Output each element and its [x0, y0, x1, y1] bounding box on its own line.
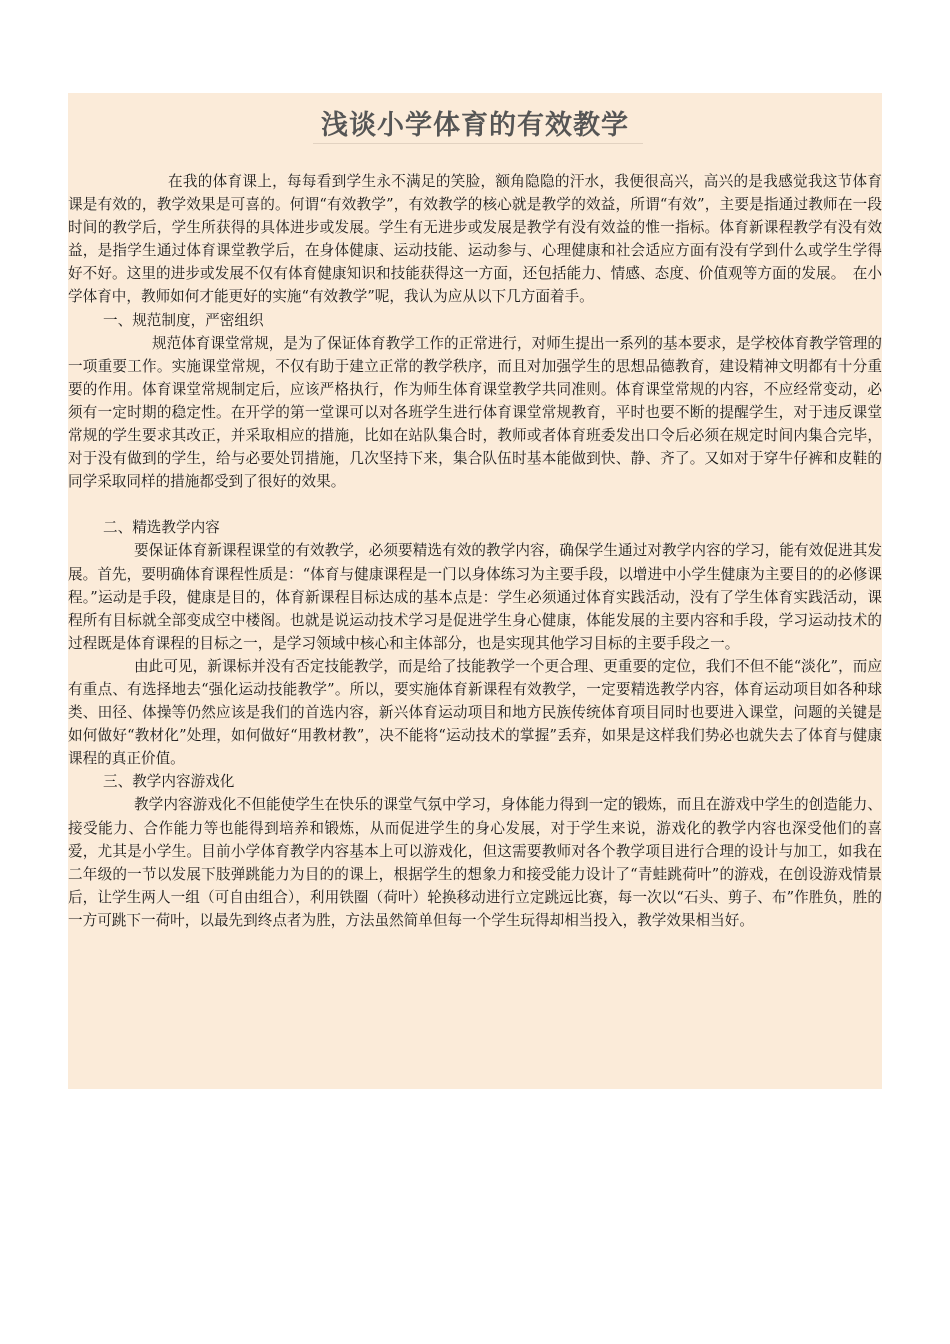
title-underline — [313, 143, 643, 144]
section-1-paragraph-1: 规范体育课堂常规，是为了保证体育教学工作的正常进行，对师生提出一系列的基本要求，是学校体育教学管理的一项重要工作。实施课堂常规，不仅有助于建立正常的教学秩序，而且对加强学生的思想品德教育，建设精神文明都有十分重要的作用。体育课堂常规制定后，应该严格执行，作为师生体育课堂教学共同准则。体育课堂常规的内容，不应经常变动，必须有一定时期的稳定性。在开学的第一堂课可以对各班学生进行体育课堂常规教育，平时也要不断的提醒学生，对于违反课堂常规的学生要求其改正，并采取相应的措施，比如在站队集合时，教师或者体育班委发出口令后必须在规定时间内集合完毕，对于没有做到的学生，给与必要处罚措施，几次坚持下来，集合队伍时基本能做到快、静、齐了。又如对于穿牛仔裤和皮鞋的同学采取同样的措施都受到了很好的效果。 — [68, 334, 882, 491]
section-3-paragraph-1: 教学内容游戏化不但能使学生在快乐的课堂气氛中学习，身体能力得到一定的锻炼，而且在游戏中学生的创造能力、接受能力、合作能力等也能得到培养和锻炼，从而促进学生的身心发展，对于学生来说，游戏化的教学内容也深受他们的喜爱，尤其是小学生。目前小学体育教学内容基本上可以游戏化，但这需要教师对各个教学项目进行合理的设计与加工，如我在二年级的一节以发展下肢弹跳能力为目的的课上，根据学生的想象力和接受能力设计了“青蛙跳荷叶”的游戏，在创设游戏情景后，让学生两人一组（可自由组合），利用铁圈（荷叶）轮换移动进行立定跳远比赛，每一次以“石头、剪子、布”作胜负，胜的一方可跳下一荷叶，以最先到终点者为胜，方法虽然简单但每一个学生玩得却相当投入，教学效果相当好。 — [68, 796, 882, 929]
section-2-paragraph-1: 要保证体育新课程课堂的有效教学，必须要精选有效的教学内容，确保学生通过对教学内容的学习，能有效促进其发展。首先，要明确体育课程性质是：“体育与健康课程是一门以身体练习为主要手段，以增进中小学生健康为主要目的的必修课程。”运动是手段，健康是目的，体育新课程目标达成的基本点是：学生必须通过体育实践活动，没有了学生体育实践活动，课程所有目标就全部变成空中楼阁。也就是说运动技术学习是促进学生身心健康，体能发展的主要内容和手段，学习运动技术的过程既是体育课程的目标之一，是学习领域中核心和主体部分，也是实现其他学习目标的主要手段之一。 — [68, 542, 882, 652]
document-page — [68, 93, 882, 1089]
document-title: 浅谈小学体育的有效教学 — [321, 110, 629, 141]
paragraph-spacer — [68, 493, 882, 516]
section-1-heading: 一、规范制度，严密组织 — [103, 311, 264, 329]
section-2-heading: 二、精选教学内容 — [103, 519, 220, 537]
section-3-heading: 三、教学内容游戏化 — [103, 773, 235, 791]
section-2-paragraph-2: 由此可见，新课标并没有否定技能教学，而是给了技能教学一个更合理、更重要的定位，我们不但不能“淡化”，而应有重点、有选择地去“强化运动技能教学”。所以，要实施体育新课程有效教学，一定要精选教学内容，体育运动项目如各种球类、田径、体操等仍然应该是我们的首选内容，新兴体育运动项目和地方民族传统体育项目同时也要进入课堂，问题的关键是如何做好“教材化”处理，如何做好“用教材教”，决不能将“运动技术的掌握”丢弃，如果是这样我们势必也就失去了体育与健康课程的真正价值。 — [68, 657, 882, 768]
intro-paragraph: 在我的体育课上，每每看到学生永不满足的笑脸，额角隐隐的汗水，我便很高兴，高兴的是我感觉我这节体育课是有效的，教学效果是可喜的。何谓“有效教学”，有效教学的核心就是教学的效益，所谓“有效”，主要是指通过教师在一段时间的教学后，学生所获得的具体进步或发展。学生有无进步或发展是教学有没有效益的惟一指标。体育新课程教学有没有效益，是指学生通过体育课堂教学后，在身体健康、运动技能、运动参与、心理健康和社会适应方面有没有学到什么或学生学得好不好。这里的进步或发展不仅有体育健康知识和技能获得这一方面，还包括能力、情感、态度、价值观等方面的发展。 在小学体育中，教师如何才能更好的实施“有效教学”呢，我认为应从以下几方面着手。 — [68, 173, 882, 306]
document-body — [68, 170, 882, 932]
